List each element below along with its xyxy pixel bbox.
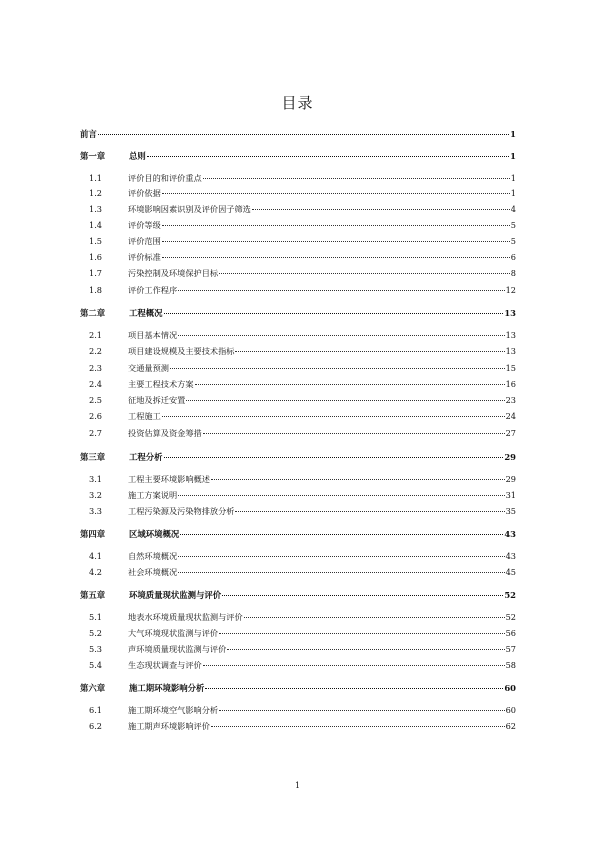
toc-entry-page: 13 <box>504 308 516 318</box>
toc-section-entry[interactable] <box>0 378 595 390</box>
toc-entry-number: 1.3 <box>89 204 103 214</box>
toc-entry-label: 评价工作程序 <box>128 285 178 295</box>
toc-dot-leader <box>178 494 504 496</box>
toc-entry-page: 13 <box>505 330 516 340</box>
toc-entry-number: 2.1 <box>89 330 103 340</box>
toc-entry-number: 3.3 <box>89 506 103 516</box>
toc-entry-label: 生态现状调查与评价 <box>128 660 202 670</box>
toc-entry-number: 4.2 <box>89 567 103 577</box>
toc-dot-leader <box>219 272 510 274</box>
toc-dot-leader <box>164 456 504 458</box>
toc-dot-leader <box>98 133 509 135</box>
toc-entry-label: 地表水环境质量现状监测与评价 <box>128 612 243 622</box>
toc-section-entry[interactable] <box>0 187 595 199</box>
toc-entry-label: 工程概况 <box>129 308 163 318</box>
toc-dot-leader <box>227 648 504 650</box>
toc-entry-page: 62 <box>505 721 516 731</box>
toc-section-entry[interactable] <box>0 267 595 279</box>
toc-entry-page: 23 <box>505 395 516 405</box>
toc-section-entry[interactable] <box>0 659 595 671</box>
toc-dot-leader <box>235 350 504 352</box>
toc-dot-leader <box>222 594 503 596</box>
toc-dot-leader <box>244 616 505 618</box>
toc-dot-leader <box>170 367 505 369</box>
toc-entry-number: 第四章 <box>80 529 106 539</box>
toc-entry-number: 2.4 <box>89 379 103 389</box>
toc-section-entry[interactable] <box>0 473 595 485</box>
toc-chapter-entry[interactable] <box>0 589 595 601</box>
toc-entry-number: 4.1 <box>89 551 103 561</box>
toc-dot-leader <box>235 510 504 512</box>
toc-entry-label: 污染控制及环境保护目标 <box>128 268 219 278</box>
toc-entry-number: 第六章 <box>80 683 106 693</box>
toc-section-entry[interactable] <box>0 720 595 732</box>
toc-dot-leader <box>178 571 504 573</box>
toc-entry-page: 1 <box>510 188 516 198</box>
toc-entry-number: 1.6 <box>89 252 103 262</box>
toc-dot-leader <box>178 289 504 291</box>
toc-section-entry[interactable] <box>0 251 595 263</box>
toc-chapter-entry[interactable] <box>0 307 595 319</box>
toc-entry-number: 3.2 <box>89 490 103 500</box>
toc-entry-page: 27 <box>505 428 516 438</box>
toc-section-entry[interactable] <box>0 203 595 215</box>
toc-entry-label: 自然环境概况 <box>128 551 178 561</box>
toc-entry-label: 大气环境现状监测与评价 <box>128 628 219 638</box>
toc-entry-page: 16 <box>505 379 516 389</box>
toc-entry-label: 评价标准 <box>128 252 161 262</box>
toc-entry-number: 5.1 <box>89 612 103 622</box>
toc-dot-leader <box>162 256 510 258</box>
toc-entry-label: 环境质量现状监测与评价 <box>129 590 222 600</box>
toc-entry-page: 1 <box>510 151 516 161</box>
toc-section-entry[interactable] <box>0 427 595 439</box>
toc-entry-number: 3.1 <box>89 474 103 484</box>
toc-entry-label: 投资估算及资金筹措 <box>128 428 202 438</box>
toc-section-entry[interactable] <box>0 284 595 296</box>
toc-chapter-entry[interactable] <box>0 682 595 694</box>
toc-chapter-entry[interactable] <box>0 150 595 162</box>
toc-dot-leader <box>178 334 504 336</box>
toc-entry-number: 5.2 <box>89 628 103 638</box>
toc-entry-page: 56 <box>505 628 516 638</box>
toc-entry-label: 施工期声环境影响评价 <box>128 721 210 731</box>
toc-entry-number: 1.2 <box>89 188 103 198</box>
toc-dot-leader <box>147 155 509 157</box>
toc-dot-leader <box>180 533 503 535</box>
toc-entry-page: 52 <box>504 590 516 600</box>
toc-entry-page: 6 <box>510 252 516 262</box>
page-number: 1 <box>294 781 301 790</box>
toc-entry-page: 8 <box>510 268 516 278</box>
toc-chapter-entry[interactable] <box>0 528 595 540</box>
toc-entry-number: 1.7 <box>89 268 103 278</box>
toc-section-entry[interactable] <box>0 172 595 184</box>
toc-dot-leader <box>252 208 510 210</box>
toc-entry-label: 总则 <box>129 151 146 161</box>
toc-entry-label: 征地及拆迁安置 <box>128 395 186 405</box>
toc-entry-number: 2.2 <box>89 346 103 356</box>
toc-entry-number: 2.3 <box>89 363 103 373</box>
toc-entry-label: 评价范围 <box>128 236 161 246</box>
toc-chapter-entry[interactable] <box>0 451 595 463</box>
toc-entry-page: 29 <box>505 474 516 484</box>
document-title: 目录 <box>281 94 314 112</box>
toc-entry-page: 43 <box>505 551 516 561</box>
toc-dot-leader <box>162 192 510 194</box>
toc-entry-page: 15 <box>505 363 516 373</box>
toc-section-entry[interactable] <box>0 219 595 231</box>
toc-entry-label: 区域环境概况 <box>129 529 180 539</box>
toc-section-entry[interactable] <box>0 611 595 623</box>
toc-dot-leader <box>219 632 505 634</box>
toc-entry-number: 1.8 <box>89 285 103 295</box>
toc-entry-page: 1 <box>510 173 516 183</box>
toc-entry-label: 施工方案说明 <box>128 490 178 500</box>
toc-dot-leader <box>178 555 504 557</box>
toc-entry-label: 项目基本情况 <box>128 330 178 340</box>
toc-entry-page: 60 <box>504 683 516 693</box>
toc-dot-leader <box>162 224 510 226</box>
toc-section-entry[interactable] <box>0 345 595 357</box>
toc-chapter-entry[interactable] <box>0 128 595 140</box>
toc-entry-number: 第一章 <box>80 151 106 161</box>
toc-dot-leader <box>211 478 505 480</box>
toc-entry-number: 5.3 <box>89 644 103 654</box>
toc-entry-label: 工程污染源及污染物排放分析 <box>128 506 235 516</box>
toc-dot-leader <box>219 709 505 711</box>
toc-entry-page: 29 <box>504 452 516 462</box>
toc-entry-page: 13 <box>505 346 516 356</box>
toc-entry-label: 声环境质量现状监测与评价 <box>128 644 227 654</box>
toc-section-entry[interactable] <box>0 489 595 501</box>
toc-entry-number: 第五章 <box>80 590 106 600</box>
toc-dot-leader <box>164 312 504 314</box>
toc-entry-label: 前言 <box>80 129 97 139</box>
toc-entry-page: 24 <box>505 411 516 421</box>
toc-entry-number: 2.5 <box>89 395 103 405</box>
toc-dot-leader <box>162 415 505 417</box>
toc-entry-number: 2.6 <box>89 411 103 421</box>
toc-entry-label: 环境影响因素识别及评价因子筛选 <box>128 204 251 214</box>
toc-entry-page: 4 <box>510 204 516 214</box>
toc-entry-number: 2.7 <box>89 428 103 438</box>
toc-section-entry[interactable] <box>0 505 595 517</box>
toc-entry-page: 12 <box>505 285 516 295</box>
toc-section-entry[interactable] <box>0 235 595 247</box>
toc-entry-page: 31 <box>505 490 516 500</box>
toc-entry-label: 工程分析 <box>129 452 163 462</box>
toc-entry-page: 52 <box>505 612 516 622</box>
toc-section-entry[interactable] <box>0 704 595 716</box>
toc-entry-label: 施工期环境影响分析 <box>129 683 205 693</box>
toc-dot-leader <box>203 177 510 179</box>
toc-dot-leader <box>162 240 510 242</box>
toc-dot-leader <box>211 725 505 727</box>
toc-section-entry[interactable] <box>0 566 595 578</box>
toc-section-entry[interactable] <box>0 627 595 639</box>
toc-entry-label: 项目建设规模及主要技术指标 <box>128 346 235 356</box>
toc-section-entry[interactable] <box>0 550 595 562</box>
toc-dot-leader <box>203 432 505 434</box>
toc-dot-leader <box>186 399 504 401</box>
toc-section-entry[interactable] <box>0 643 595 655</box>
toc-entry-label: 社会环境概况 <box>128 567 178 577</box>
toc-section-entry[interactable] <box>0 394 595 406</box>
toc-entry-label: 评价等级 <box>128 220 161 230</box>
toc-entry-label: 评价依据 <box>128 188 161 198</box>
toc-entry-number: 第二章 <box>80 308 106 318</box>
toc-entry-number: 1.1 <box>89 173 103 183</box>
toc-section-entry[interactable] <box>0 329 595 341</box>
toc-dot-leader <box>195 383 505 385</box>
toc-entry-number: 6.2 <box>89 721 103 731</box>
toc-entry-number: 第三章 <box>80 452 106 462</box>
toc-entry-label: 工程主要环境影响概述 <box>128 474 210 484</box>
toc-entry-page: 35 <box>505 506 516 516</box>
toc-entry-page: 58 <box>505 660 516 670</box>
toc-entry-page: 60 <box>505 705 516 715</box>
toc-entry-number: 5.4 <box>89 660 103 670</box>
toc-entry-page: 43 <box>504 529 516 539</box>
toc-entry-label: 评价目的和评价重点 <box>128 173 202 183</box>
toc-entry-page: 5 <box>510 220 516 230</box>
toc-entry-number: 1.4 <box>89 220 103 230</box>
toc-section-entry[interactable] <box>0 410 595 422</box>
toc-entry-number: 1.5 <box>89 236 103 246</box>
toc-entry-page: 45 <box>505 567 516 577</box>
toc-entry-page: 1 <box>510 129 516 139</box>
toc-dot-leader <box>203 664 505 666</box>
toc-section-entry[interactable] <box>0 362 595 374</box>
toc-entry-number: 6.1 <box>89 705 103 715</box>
toc-dot-leader <box>205 687 503 689</box>
toc-entry-page: 5 <box>510 236 516 246</box>
toc-entry-label: 施工期环境空气影响分析 <box>128 705 219 715</box>
toc-entry-label: 交通量预测 <box>128 363 169 373</box>
toc-entry-label: 工程施工 <box>128 411 161 421</box>
toc-entry-page: 57 <box>505 644 516 654</box>
toc-entry-label: 主要工程技术方案 <box>128 379 194 389</box>
